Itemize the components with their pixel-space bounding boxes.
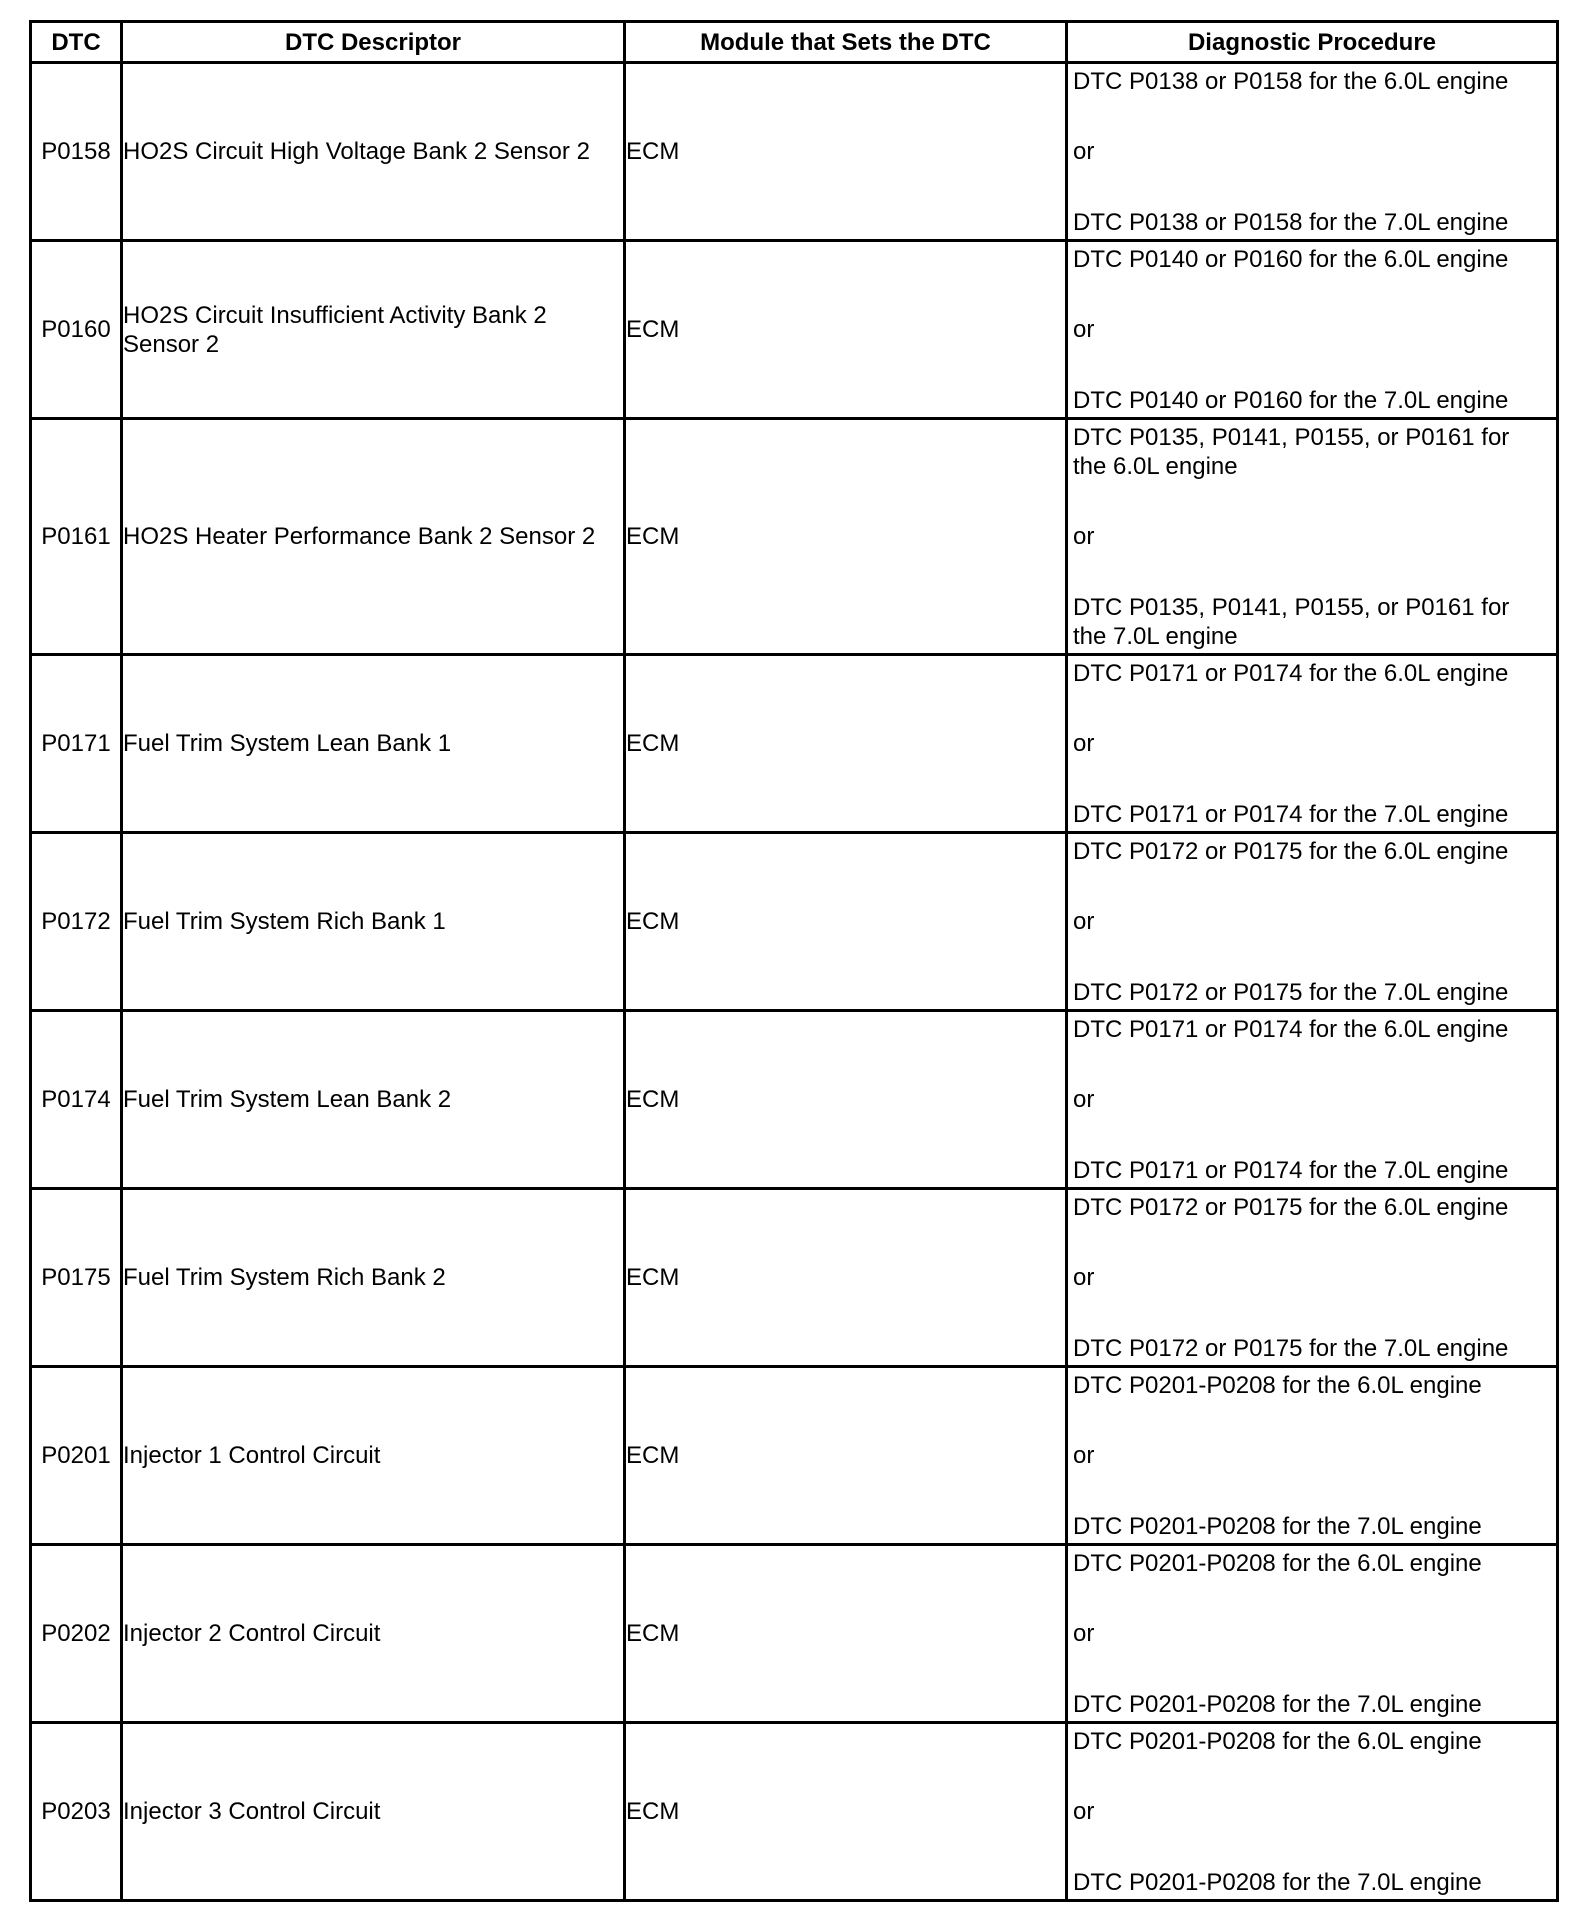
table-row [31, 1189, 1558, 1367]
header-descriptor: DTC Descriptor [122, 22, 625, 63]
dtc-module: ECM [625, 1545, 1067, 1723]
procedure-line-6-0l: DTC P0171 or P0174 for the 6.0L engine [1073, 1015, 1509, 1043]
diagnostic-procedure [1067, 63, 1558, 241]
procedure-line-6-0l: DTC P0201-P0208 for the 6.0L engine [1073, 1549, 1482, 1577]
procedure-line-6-0l: DTC P0138 or P0158 for the 6.0L engine [1073, 67, 1509, 95]
table-row [31, 419, 1558, 655]
table-body [31, 63, 1558, 1901]
dtc-module: ECM [625, 1367, 1067, 1545]
diagnostic-procedure [1067, 1545, 1558, 1723]
diagnostic-procedure [1067, 1367, 1558, 1545]
dtc-code: P0171 [31, 655, 122, 833]
dtc-code: P0175 [31, 1189, 122, 1367]
procedure-line-6-0l: DTC P0172 or P0175 for the 6.0L engine [1073, 1193, 1509, 1221]
procedure-line-6-0l: DTC P0135, P0141, P0155, or P0161 for the 6.0L engine [1073, 423, 1510, 480]
procedure-or: or [1073, 316, 1095, 343]
dtc-code: P0202 [31, 1545, 122, 1723]
table-row [31, 1723, 1558, 1901]
dtc-table [29, 20, 1559, 1902]
header-procedure: Diagnostic Procedure [1067, 22, 1558, 63]
procedure-line-7-0l: DTC P0201-P0208 for the 7.0L engine [1073, 1868, 1482, 1896]
procedure-line-7-0l: DTC P0171 or P0174 for the 7.0L engine [1073, 1156, 1509, 1184]
procedure-or: or [1073, 730, 1095, 757]
dtc-descriptor: Fuel Trim System Rich Bank 1 [122, 833, 625, 1011]
table-row [31, 1545, 1558, 1723]
dtc-descriptor: Fuel Trim System Rich Bank 2 [122, 1189, 625, 1367]
dtc-descriptor: Fuel Trim System Lean Bank 1 [122, 655, 625, 833]
procedure-line-6-0l: DTC P0201-P0208 for the 6.0L engine [1073, 1727, 1482, 1755]
table-row [31, 241, 1558, 419]
table-row [31, 655, 1558, 833]
dtc-module: ECM [625, 419, 1067, 655]
dtc-code: P0158 [31, 63, 122, 241]
dtc-descriptor: HO2S Circuit Insufficient Activity Bank 2 Sensor 2 [122, 241, 625, 419]
diagnostic-procedure [1067, 1723, 1558, 1901]
diagnostic-procedure [1067, 655, 1558, 833]
procedure-or: or [1073, 1442, 1095, 1469]
dtc-module: ECM [625, 833, 1067, 1011]
diagnostic-procedure [1067, 241, 1558, 419]
procedure-or: or [1073, 523, 1095, 550]
dtc-code: P0161 [31, 419, 122, 655]
procedure-line-6-0l: DTC P0171 or P0174 for the 6.0L engine [1073, 659, 1509, 687]
dtc-module: ECM [625, 241, 1067, 419]
dtc-descriptor: Fuel Trim System Lean Bank 2 [122, 1011, 625, 1189]
procedure-line-7-0l: DTC P0201-P0208 for the 7.0L engine [1073, 1512, 1482, 1540]
procedure-line-6-0l: DTC P0140 or P0160 for the 6.0L engine [1073, 245, 1509, 273]
header-dtc: DTC [31, 22, 122, 63]
table-row [31, 63, 1558, 241]
diagnostic-procedure [1067, 1011, 1558, 1189]
dtc-descriptor: Injector 2 Control Circuit [122, 1545, 625, 1723]
procedure-line-6-0l: DTC P0201-P0208 for the 6.0L engine [1073, 1371, 1482, 1399]
procedure-line-7-0l: DTC P0138 or P0158 for the 7.0L engine [1073, 208, 1509, 236]
procedure-line-7-0l: DTC P0140 or P0160 for the 7.0L engine [1073, 386, 1509, 414]
procedure-line-7-0l: DTC P0171 or P0174 for the 7.0L engine [1073, 800, 1509, 828]
dtc-code: P0201 [31, 1367, 122, 1545]
dtc-code: P0160 [31, 241, 122, 419]
dtc-module: ECM [625, 1189, 1067, 1367]
procedure-or: or [1073, 1264, 1095, 1291]
procedure-line-7-0l: DTC P0135, P0141, P0155, or P0161 for the 7.0L engine [1073, 593, 1510, 650]
procedure-line-7-0l: DTC P0172 or P0175 for the 7.0L engine [1073, 978, 1509, 1006]
diagnostic-procedure [1067, 419, 1558, 655]
dtc-code: P0203 [31, 1723, 122, 1901]
procedure-line-7-0l: DTC P0201-P0208 for the 7.0L engine [1073, 1690, 1482, 1718]
procedure-or: or [1073, 908, 1095, 935]
dtc-code: P0172 [31, 833, 122, 1011]
diagnostic-procedure [1067, 833, 1558, 1011]
table-row [31, 1367, 1558, 1545]
procedure-or: or [1073, 1798, 1095, 1825]
table-row [31, 833, 1558, 1011]
header-module: Module that Sets the DTC [625, 22, 1067, 63]
procedure-or: or [1073, 138, 1095, 165]
dtc-module: ECM [625, 1723, 1067, 1901]
dtc-descriptor: Injector 1 Control Circuit [122, 1367, 625, 1545]
dtc-module: ECM [625, 1011, 1067, 1189]
table-header [31, 22, 1558, 63]
dtc-descriptor: HO2S Circuit High Voltage Bank 2 Sensor 2 [122, 63, 625, 241]
dtc-code: P0174 [31, 1011, 122, 1189]
procedure-or: or [1073, 1620, 1095, 1647]
procedure-or: or [1073, 1086, 1095, 1113]
diagnostic-procedure [1067, 1189, 1558, 1367]
procedure-line-6-0l: DTC P0172 or P0175 for the 6.0L engine [1073, 837, 1509, 865]
dtc-module: ECM [625, 63, 1067, 241]
table-row [31, 1011, 1558, 1189]
dtc-module: ECM [625, 655, 1067, 833]
dtc-descriptor: HO2S Heater Performance Bank 2 Sensor 2 [122, 419, 625, 655]
header-row [31, 22, 1558, 63]
procedure-line-7-0l: DTC P0172 or P0175 for the 7.0L engine [1073, 1334, 1509, 1362]
dtc-descriptor: Injector 3 Control Circuit [122, 1723, 625, 1901]
